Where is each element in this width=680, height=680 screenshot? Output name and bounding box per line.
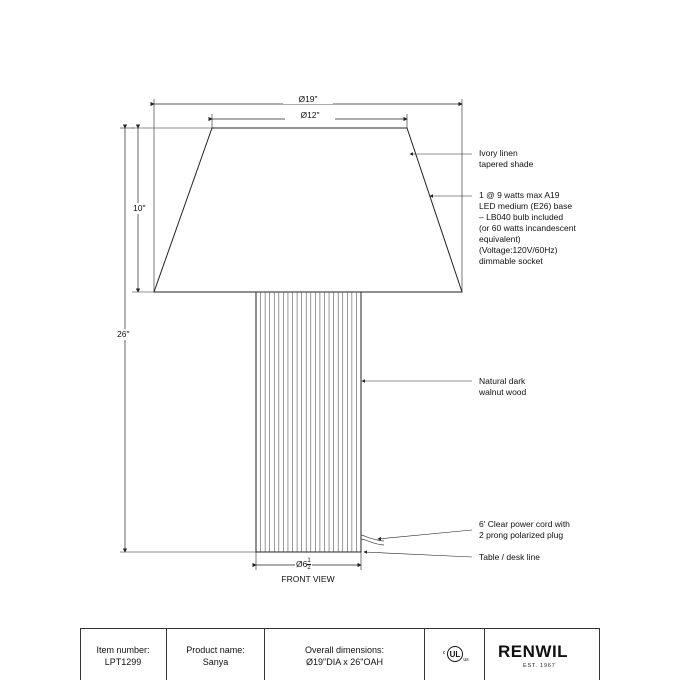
total-height-label: 26" — [117, 329, 130, 339]
shade-height-label: 10" — [133, 203, 146, 213]
callout-line: Table / desk line — [479, 552, 540, 562]
leader-table — [364, 552, 472, 557]
callout-line: dimmable socket — [479, 256, 543, 266]
callout-line: equivalent) — [479, 234, 521, 244]
svg-text:UL: UL — [449, 650, 461, 659]
callout-line: walnut wood — [479, 387, 527, 397]
title-cell-item — [80, 628, 166, 680]
brand-logo: RENWIL — [498, 642, 569, 661]
overall-dimensions-label: Overall dimensions: — [304, 645, 385, 655]
item-number-value: LPT1299 — [104, 657, 142, 667]
shade-top-label: Ø12" — [285, 110, 335, 120]
callout-line: Ivory linen — [479, 148, 518, 158]
callout-line: LED medium (E26) base — [479, 201, 573, 211]
power-cord — [361, 535, 384, 545]
svg-text:c: c — [442, 650, 446, 656]
callout-line: tapered shade — [479, 159, 534, 169]
callout-line: – LB040 bulb included — [479, 212, 564, 222]
callout-bulb — [479, 190, 576, 267]
view-label: FRONT VIEW — [281, 574, 335, 584]
callout-line: 1 @ 9 watts max A19 — [479, 190, 560, 200]
lamp-base — [256, 292, 361, 552]
product-name-label: Product name: — [186, 645, 245, 655]
callout-cord — [479, 519, 570, 541]
callout-shade — [479, 148, 533, 170]
callout-line: (Voltage:120V/60Hz) — [479, 245, 558, 255]
base-diameter-numerator: 1 — [307, 558, 311, 564]
base-diameter-label — [295, 558, 312, 571]
title-cell-dimensions — [264, 628, 424, 680]
ul-cert-icon — [425, 628, 485, 680]
product-name-value: Sanya — [202, 657, 229, 667]
title-cell-brand — [484, 628, 600, 680]
base-flutes — [261, 292, 357, 552]
callout-line: Natural dark — [479, 376, 526, 386]
overall-width-label: Ø19" — [283, 94, 333, 104]
callout-table — [479, 552, 540, 563]
callout-line: 6' Clear power cord with — [479, 519, 570, 529]
base-diameter-denominator: 2 — [307, 565, 311, 571]
callout-line: (or 60 watts incandescent — [479, 223, 576, 233]
title-cell-cert — [424, 628, 484, 680]
callout-line: 2 prong polarized plug — [479, 530, 564, 540]
brand-established: EST. 1967 — [523, 663, 556, 669]
overall-dimensions-value: Ø19"DIA x 26"OAH — [306, 657, 383, 667]
callout-wood — [479, 376, 526, 398]
svg-text:us: us — [463, 657, 469, 663]
item-number-label: Item number: — [96, 645, 150, 655]
leader-cord — [378, 530, 472, 539]
title-cell-product — [166, 628, 264, 680]
lamp-shade — [154, 128, 462, 292]
base-diameter-value: Ø6 — [296, 558, 308, 569]
